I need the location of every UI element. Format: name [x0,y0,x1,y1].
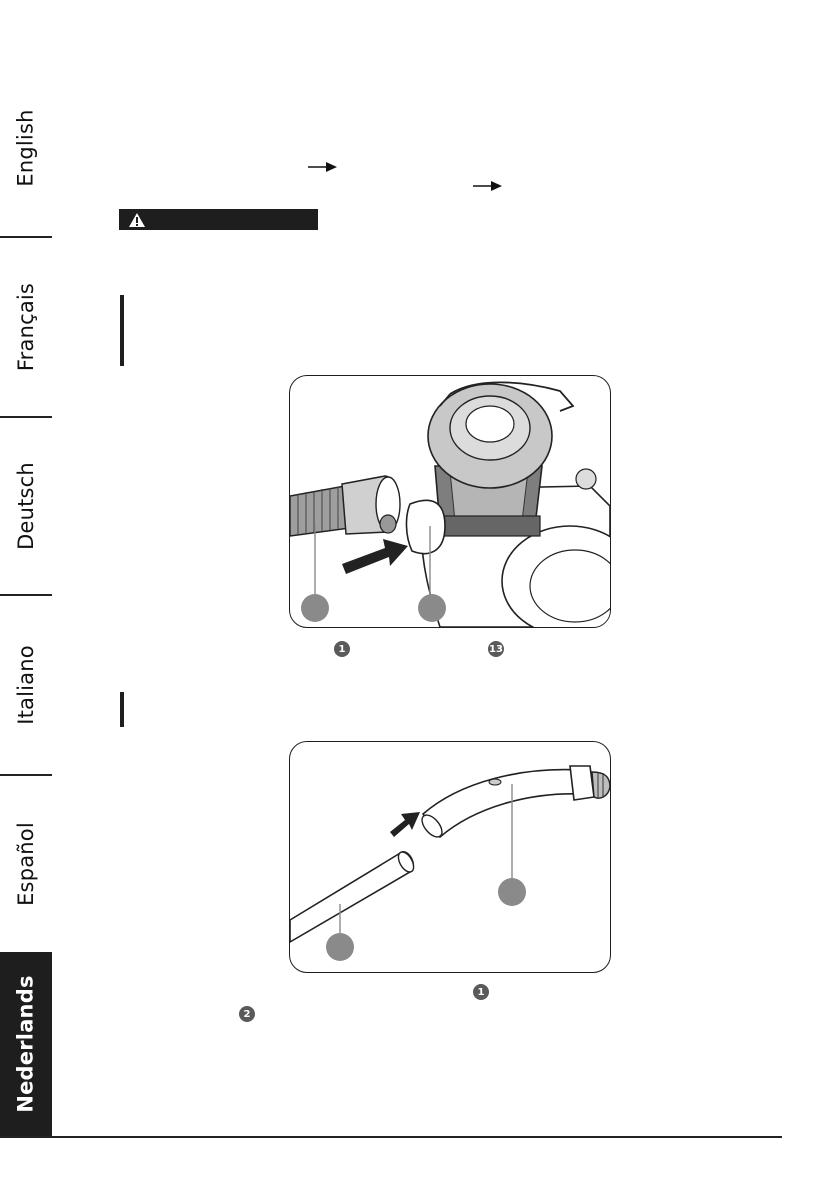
tab-deutsch-label: Deutsch [14,462,38,550]
tab-espanol[interactable] [0,776,52,952]
tab-francais-label: Français [14,282,38,372]
section-marker [120,295,124,366]
arrow-right-icon [308,161,338,173]
part-number-badge: 2 [239,1006,255,1022]
part-number-badge: 1 [473,984,489,1000]
tube-handle-illustration [290,742,610,972]
callout-marker [418,594,446,622]
footer-rule [52,1136,782,1138]
warning-icon [128,212,146,228]
section-marker [120,692,124,727]
tab-english[interactable] [0,60,52,236]
tab-italiano-label: Italiano [14,645,38,725]
tab-english-label: English [14,109,39,187]
callout-marker [301,594,329,622]
part-number-badge: 13 [488,641,504,657]
tab-nederlands-label: Nederlands [14,975,38,1113]
arrow-right-icon [473,180,503,192]
figure-hose-connection [289,375,611,628]
language-tabs [0,60,52,1136]
footer-rule [0,1136,52,1138]
tab-nederlands[interactable] [0,952,52,1136]
callout-marker [326,933,354,961]
tab-deutsch[interactable] [0,418,52,594]
callout-marker [498,878,526,906]
vacuum-hose-illustration [290,376,610,627]
part-number-badge: 1 [334,641,350,657]
figure-tube-connection [289,741,611,973]
warning-banner [119,209,318,230]
tab-italiano[interactable] [0,596,52,774]
tab-francais[interactable] [0,238,52,416]
tab-espanol-label: Español [14,822,38,906]
